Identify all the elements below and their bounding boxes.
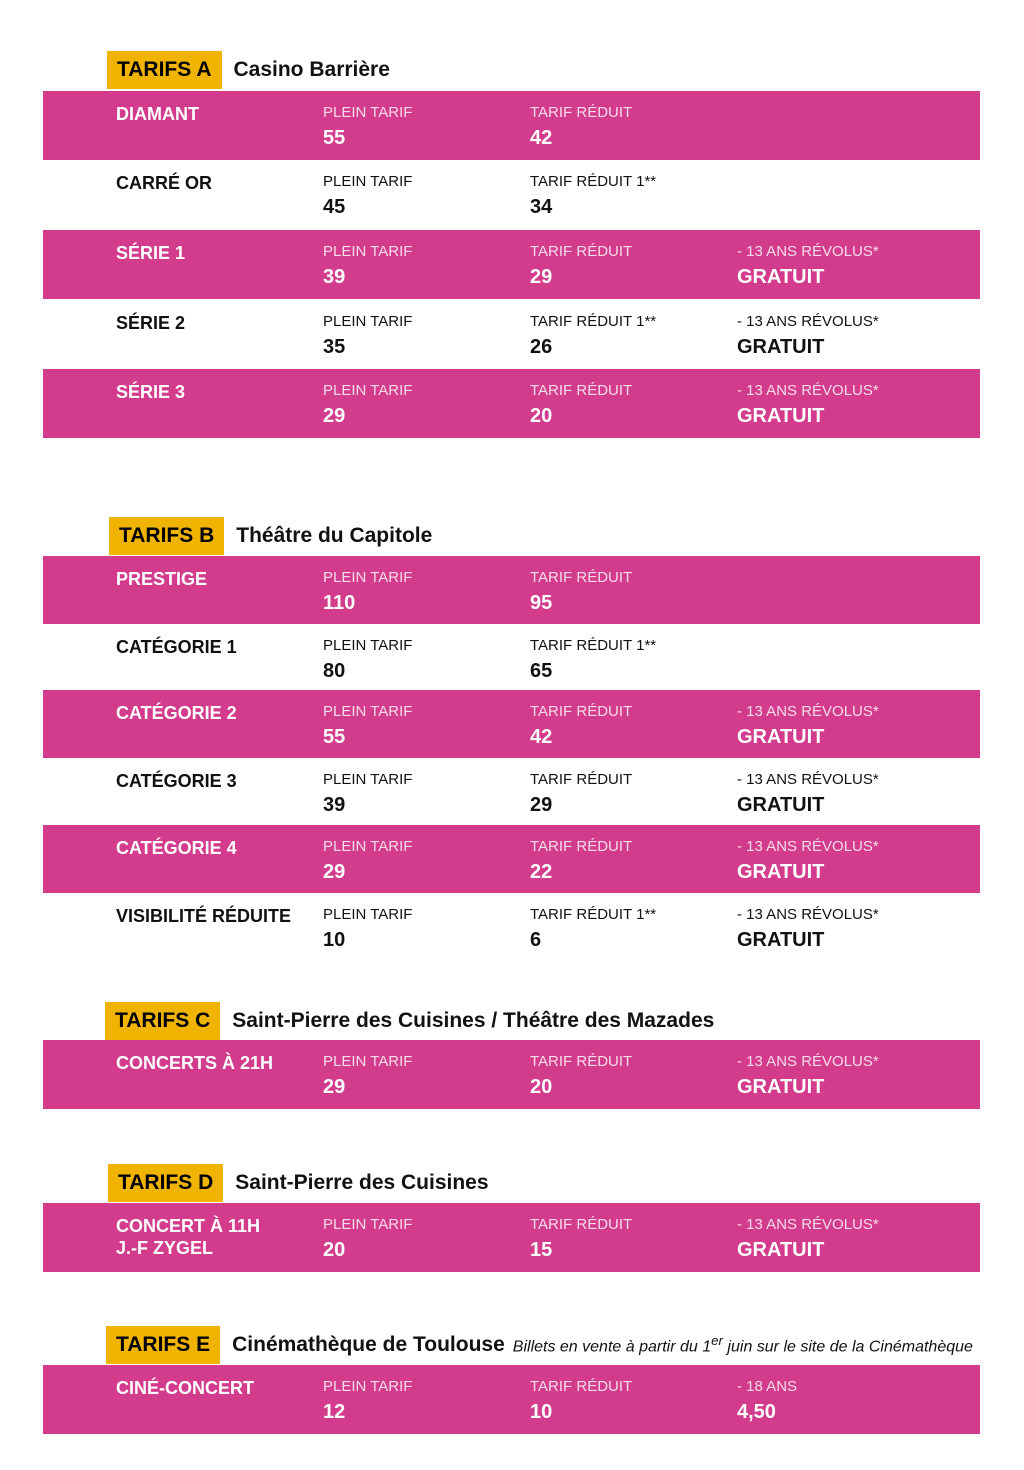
price-cell xyxy=(323,568,412,616)
price-value: 26 xyxy=(530,336,553,358)
price-cell xyxy=(530,905,656,953)
price-label: - 13 ANS RÉVOLUS* xyxy=(737,771,879,788)
tarif-badge: TARIFS E xyxy=(106,1326,220,1364)
price-value: 39 xyxy=(323,266,346,288)
seat-category: CONCERTS À 21H xyxy=(116,1053,274,1073)
price-value: GRATUIT xyxy=(737,405,825,427)
price-label: - 13 ANS RÉVOLUS* xyxy=(737,1216,879,1233)
price-cell xyxy=(530,312,656,360)
price-label: PLEIN TARIF xyxy=(323,1378,413,1395)
tarif-badge: TARIFS D xyxy=(108,1164,223,1202)
price-cell xyxy=(530,702,632,750)
price-value: 20 xyxy=(530,1076,553,1098)
section-header xyxy=(106,1326,973,1364)
price-cell xyxy=(530,1377,632,1425)
section-header xyxy=(109,517,432,555)
price-value: GRATUIT xyxy=(737,861,825,883)
seat-category: CARRÉ OR xyxy=(116,173,213,193)
venue-name: Théâtre du Capitole xyxy=(236,524,433,547)
price-value: 6 xyxy=(530,929,542,951)
seat-category: SÉRIE 1 xyxy=(116,243,186,263)
seat-category: CATÉGORIE 2 xyxy=(116,703,237,723)
price-value: 95 xyxy=(530,592,553,614)
price-value: GRATUIT xyxy=(737,266,825,288)
price-value: GRATUIT xyxy=(737,726,825,748)
price-value: 42 xyxy=(530,127,553,149)
price-label: TARIF RÉDUIT xyxy=(530,1053,633,1070)
price-row xyxy=(43,556,980,625)
price-cell xyxy=(737,1215,879,1263)
price-cell xyxy=(530,1215,632,1263)
tarif-badge: TARIFS B xyxy=(109,517,224,555)
tarif-badge: TARIFS A xyxy=(107,51,222,89)
venue-name: Casino Barrière xyxy=(233,58,390,81)
price-cell xyxy=(530,770,632,818)
seat-category: CATÉGORIE 1 xyxy=(116,637,237,657)
price-label: PLEIN TARIF xyxy=(323,1053,413,1070)
venue-name: Saint-Pierre des Cuisines / Théâtre des Mazades xyxy=(232,1009,715,1032)
price-cell xyxy=(323,1377,412,1425)
price-value: 80 xyxy=(323,660,346,682)
price-label: TARIF RÉDUIT xyxy=(530,1378,633,1395)
seat-category: CATÉGORIE 3 xyxy=(116,771,237,791)
price-cell xyxy=(530,103,632,151)
venue-name: Saint-Pierre des Cuisines xyxy=(235,1171,489,1194)
price-value: 10 xyxy=(323,929,346,951)
price-value: 110 xyxy=(323,592,356,614)
sale-note-text-end: juin sur le site de la Cinémathèque xyxy=(722,1338,973,1356)
price-value: 45 xyxy=(323,196,346,218)
price-cell xyxy=(737,770,879,818)
price-value: GRATUIT xyxy=(737,336,825,358)
price-label: PLEIN TARIF xyxy=(323,637,413,654)
sale-note-superscript: er xyxy=(711,1333,723,1349)
price-row xyxy=(43,230,980,299)
price-cell xyxy=(323,770,412,818)
price-value: 20 xyxy=(530,405,553,427)
price-cell xyxy=(323,242,412,290)
price-cell xyxy=(737,242,879,290)
price-cell xyxy=(530,242,632,290)
price-cell xyxy=(737,837,879,885)
price-value: 42 xyxy=(530,726,553,748)
price-row xyxy=(43,300,980,369)
section-header xyxy=(108,1164,489,1202)
price-value: 34 xyxy=(530,196,553,218)
price-label: TARIF RÉDUIT xyxy=(530,771,633,788)
section-header xyxy=(107,51,390,89)
sale-note xyxy=(513,1333,973,1356)
price-label: TARIF RÉDUIT xyxy=(530,703,633,720)
price-cell xyxy=(323,1215,412,1263)
price-value: 55 xyxy=(323,726,346,748)
price-row xyxy=(43,1365,980,1434)
price-cell xyxy=(737,312,879,360)
seat-category: SÉRIE 3 xyxy=(116,382,186,402)
price-value: 12 xyxy=(323,1401,346,1423)
price-value: GRATUIT xyxy=(737,794,825,816)
price-cell xyxy=(323,312,412,360)
price-value: GRATUIT xyxy=(737,1239,825,1261)
price-cell xyxy=(323,702,412,750)
price-label: - 13 ANS RÉVOLUS* xyxy=(737,838,879,855)
price-row xyxy=(43,369,980,438)
price-value: 29 xyxy=(323,861,346,883)
price-label: PLEIN TARIF xyxy=(323,1216,413,1233)
price-value: 29 xyxy=(530,266,553,288)
price-label: PLEIN TARIF xyxy=(323,703,413,720)
price-label: PLEIN TARIF xyxy=(323,838,413,855)
section-header xyxy=(105,1002,714,1040)
price-row xyxy=(43,160,980,229)
price-label: TARIF RÉDUIT xyxy=(530,569,633,586)
seat-category: PRESTIGE xyxy=(116,569,208,589)
price-cell xyxy=(323,1052,412,1100)
price-label: - 13 ANS RÉVOLUS* xyxy=(737,243,879,260)
price-value: 35 xyxy=(323,336,346,358)
price-row xyxy=(43,825,980,894)
seat-category: SÉRIE 2 xyxy=(116,313,186,333)
seat-category: CONCERT À 11H J.-F ZYGEL xyxy=(116,1216,261,1258)
price-row xyxy=(43,893,980,962)
price-cell xyxy=(737,702,879,750)
price-cell xyxy=(323,381,412,429)
price-label: - 13 ANS RÉVOLUS* xyxy=(737,313,879,330)
price-row xyxy=(43,1203,980,1272)
price-value: 55 xyxy=(323,127,346,149)
price-cell xyxy=(323,905,412,953)
price-label: TARIF RÉDUIT 1** xyxy=(530,637,657,654)
price-label: TARIF RÉDUIT xyxy=(530,382,633,399)
price-label: TARIF RÉDUIT 1** xyxy=(530,173,657,190)
price-row xyxy=(43,624,980,693)
price-label: TARIF RÉDUIT xyxy=(530,243,633,260)
price-value: 29 xyxy=(323,405,346,427)
price-label: PLEIN TARIF xyxy=(323,569,413,586)
price-cell xyxy=(737,1377,797,1425)
price-cell xyxy=(737,905,879,953)
price-cell xyxy=(530,636,656,684)
price-label: - 13 ANS RÉVOLUS* xyxy=(737,703,879,720)
price-value: 10 xyxy=(530,1401,553,1423)
price-label: PLEIN TARIF xyxy=(323,243,413,260)
price-label: PLEIN TARIF xyxy=(323,382,413,399)
price-label: PLEIN TARIF xyxy=(323,771,413,788)
seat-category: DIAMANT xyxy=(116,104,199,124)
price-cell xyxy=(323,636,412,684)
price-cell xyxy=(323,103,412,151)
price-value: GRATUIT xyxy=(737,929,825,951)
price-label: TARIF RÉDUIT xyxy=(530,1216,633,1233)
price-row xyxy=(43,91,980,160)
price-label: - 13 ANS RÉVOLUS* xyxy=(737,1053,879,1070)
price-label: - 13 ANS RÉVOLUS* xyxy=(737,382,879,399)
price-cell xyxy=(530,837,632,885)
price-cell xyxy=(323,172,412,220)
price-label: TARIF RÉDUIT 1** xyxy=(530,313,657,330)
price-label: PLEIN TARIF xyxy=(323,313,413,330)
price-cell xyxy=(530,1052,632,1100)
price-cell xyxy=(737,381,879,429)
price-label: TARIF RÉDUIT xyxy=(530,104,633,121)
price-cell xyxy=(323,837,412,885)
price-label: PLEIN TARIF xyxy=(323,906,413,923)
price-cell xyxy=(530,172,656,220)
price-row xyxy=(43,1040,980,1109)
price-value: 15 xyxy=(530,1239,553,1261)
price-value: 29 xyxy=(323,1076,346,1098)
price-value: 65 xyxy=(530,660,553,682)
price-value: 29 xyxy=(530,794,553,816)
price-value: 22 xyxy=(530,861,553,883)
price-row xyxy=(43,758,980,827)
price-value: 4,50 xyxy=(737,1401,776,1423)
venue-name: Cinémathèque de Toulouse xyxy=(232,1333,505,1356)
price-label: TARIF RÉDUIT 1** xyxy=(530,906,657,923)
price-cell xyxy=(737,1052,879,1100)
seat-category: VISIBILITÉ RÉDUITE xyxy=(116,906,292,926)
price-label: - 18 ANS xyxy=(737,1378,798,1395)
tarif-badge: TARIFS C xyxy=(105,1002,220,1040)
price-cell xyxy=(530,568,632,616)
seat-category: CATÉGORIE 4 xyxy=(116,838,237,858)
price-value: 39 xyxy=(323,794,346,816)
price-label: TARIF RÉDUIT xyxy=(530,838,633,855)
price-label: PLEIN TARIF xyxy=(323,173,413,190)
sale-note-text: Billets en vente à partir du 1 xyxy=(512,1338,712,1356)
seat-category: CINÉ-CONCERT xyxy=(116,1378,254,1398)
price-row xyxy=(43,690,980,759)
price-label: PLEIN TARIF xyxy=(323,104,413,121)
price-value: GRATUIT xyxy=(737,1076,825,1098)
price-cell xyxy=(530,381,632,429)
price-label: - 13 ANS RÉVOLUS* xyxy=(737,906,879,923)
price-value: 20 xyxy=(323,1239,346,1261)
